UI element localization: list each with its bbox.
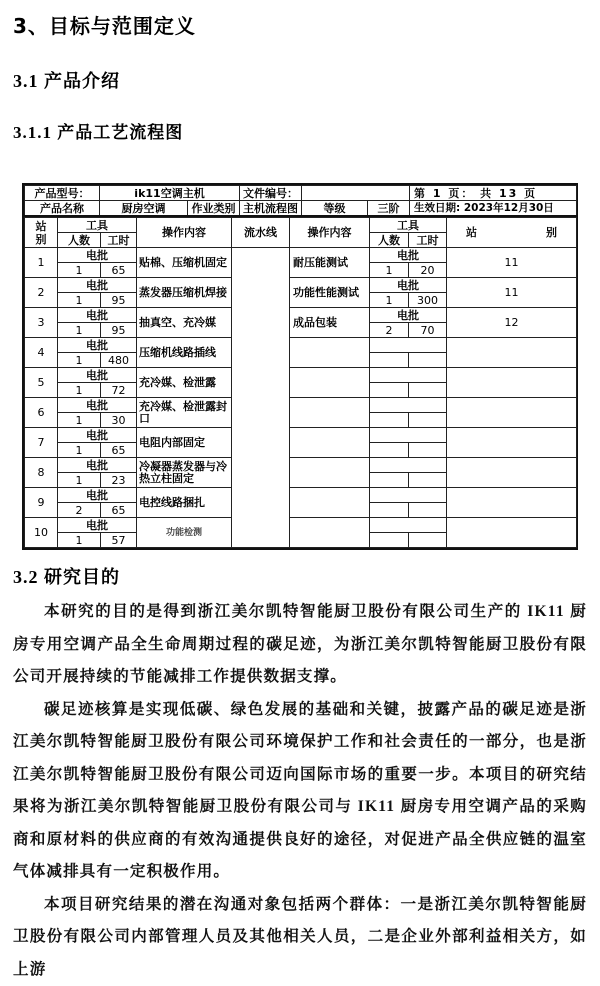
people-right-cell xyxy=(370,533,409,548)
station-cell: 10 xyxy=(25,518,58,548)
paragraph-significance: 碳足迹核算是实现低碳、绿色发展的基础和关键，披露产品的碳足迹是浙江美尔凯特智能厨卫股份有限公司环境保护工作和社会责任的一部分，也是浙江美尔凯特智能厨卫股份有限公司迈向国际市场的重要一步。本项目的研究结果将为浙江美尔凯特智能厨卫股份有限公司与 IK11 厨房专用空调产品的采购商和原材料的供应商的有效沟通提供良好的途径，对促进产品全供应链的温室气体减排具有一定积极作用。 xyxy=(13,694,587,889)
station-cell: 1 xyxy=(25,248,58,278)
table-row xyxy=(25,248,577,263)
people-cell: 1 xyxy=(58,443,101,458)
operation-cell: 功能检测 xyxy=(137,518,232,548)
station-cell: 8 xyxy=(25,458,58,488)
people-cell: 1 xyxy=(58,383,101,398)
people-cell: 1 xyxy=(58,473,101,488)
tool-cell: 电批 xyxy=(58,338,137,353)
tool-cell: 电批 xyxy=(58,278,137,293)
hours-right-cell xyxy=(409,353,447,368)
hours-right-cell: 70 xyxy=(409,323,447,338)
hours-cell: 57 xyxy=(101,533,137,548)
tool-cell: 电批 xyxy=(58,458,137,473)
effective-date: 生效日期: 2023年12月30日 xyxy=(410,201,577,217)
col-station-right: 站 别 xyxy=(447,218,577,248)
station-right-cell xyxy=(447,368,577,398)
hours-right-cell: 20 xyxy=(409,263,447,278)
people-right-cell xyxy=(370,383,409,398)
operation-right-cell xyxy=(290,428,370,458)
people-right-cell xyxy=(370,413,409,428)
job-type-label: 作业类别 xyxy=(188,201,240,217)
operation-right-cell: 成品包装 xyxy=(290,308,370,338)
subsection-heading-research-purpose: 3.2 研究目的 xyxy=(13,566,587,588)
page-info: 第 1 页： 共 13 页 xyxy=(410,186,577,201)
people-cell: 1 xyxy=(58,533,101,548)
station-right-cell xyxy=(447,458,577,488)
station-right-cell: 11 xyxy=(447,278,577,308)
job-type-value: 主机流程图 xyxy=(240,201,302,217)
subsection-heading-product-intro: 3.1 产品介绍 xyxy=(13,70,587,92)
station-cell: 3 xyxy=(25,308,58,338)
process-table xyxy=(24,217,577,548)
hours-cell: 95 xyxy=(101,293,137,308)
tool-right-cell xyxy=(370,398,447,413)
hours-cell: 95 xyxy=(101,323,137,338)
operation-cell: 贴棉、压缩机固定 xyxy=(137,248,232,278)
station-cell: 4 xyxy=(25,338,58,368)
station-cell: 5 xyxy=(25,368,58,398)
people-cell: 1 xyxy=(58,263,101,278)
operation-cell: 电阻内部固定 xyxy=(137,428,232,458)
section-heading: 3、目标与范围定义 xyxy=(13,14,587,38)
body-text xyxy=(13,596,587,986)
hours-cell: 23 xyxy=(101,473,137,488)
people-cell: 2 xyxy=(58,503,101,518)
hours-cell: 72 xyxy=(101,383,137,398)
tool-right-cell xyxy=(370,458,447,473)
operation-right-cell: 耐压能测试 xyxy=(290,248,370,278)
product-model-label: 产品型号： xyxy=(25,186,100,201)
station-cell: 7 xyxy=(25,428,58,458)
table-row xyxy=(25,368,577,383)
tool-right-cell xyxy=(370,428,447,443)
line-cell xyxy=(232,248,290,548)
people-right-cell xyxy=(370,353,409,368)
col-tool-right: 工具 xyxy=(370,218,447,233)
hours-right-cell xyxy=(409,503,447,518)
tool-right-cell: 电批 xyxy=(370,278,447,293)
tool-right-cell: 电批 xyxy=(370,248,447,263)
operation-right-cell xyxy=(290,518,370,548)
station-right-cell xyxy=(447,428,577,458)
station-cell: 6 xyxy=(25,398,58,428)
process-flow-table xyxy=(22,183,578,550)
operation-cell: 充冷媒、检泄露 xyxy=(137,368,232,398)
hours-cell: 65 xyxy=(101,443,137,458)
col-tool-left: 工具 xyxy=(58,218,137,233)
hours-cell: 480 xyxy=(101,353,137,368)
process-table-header xyxy=(25,218,577,248)
operation-right-cell: 功能性能测试 xyxy=(290,278,370,308)
station-right-cell xyxy=(447,398,577,428)
operation-cell: 充冷媒、检泄露封口 xyxy=(137,398,232,428)
operation-right-cell xyxy=(290,368,370,398)
hours-right-cell xyxy=(409,413,447,428)
people-cell: 1 xyxy=(58,413,101,428)
station-right-cell: 11 xyxy=(447,248,577,278)
operation-cell: 蒸发器压缩机焊接 xyxy=(137,278,232,308)
doc-number-label: 文件编号： xyxy=(240,186,302,201)
hours-right-cell xyxy=(409,383,447,398)
station-right-cell xyxy=(447,338,577,368)
paragraph-purpose: 本研究的目的是得到浙江美尔凯特智能厨卫股份有限公司生产的 IK11 厨房专用空调产品全生命周期过程的碳足迹，为浙江美尔凯特智能厨卫股份有限公司开展持续的节能减排工作提供数据支撑。 xyxy=(13,596,587,694)
col-operation-right: 操作内容 xyxy=(290,218,370,248)
operation-cell: 电控线路捆扎 xyxy=(137,488,232,518)
hours-right-cell xyxy=(409,473,447,488)
col-hours-left: 工时 xyxy=(101,233,137,248)
station-cell: 2 xyxy=(25,278,58,308)
hours-cell: 30 xyxy=(101,413,137,428)
tool-right-cell xyxy=(370,368,447,383)
info-row-1 xyxy=(25,186,577,201)
operation-cell: 压缩机线路插线 xyxy=(137,338,232,368)
people-cell: 1 xyxy=(58,293,101,308)
table-row xyxy=(25,398,577,413)
station-cell: 9 xyxy=(25,488,58,518)
tool-right-cell xyxy=(370,488,447,503)
table-row xyxy=(25,308,577,323)
hours-right-cell xyxy=(409,533,447,548)
col-line: 流水线 xyxy=(232,218,290,248)
operation-right-cell xyxy=(290,338,370,368)
tool-right-cell: 电批 xyxy=(370,308,447,323)
operation-cell: 冷凝器蒸发器与冷热立柱固定 xyxy=(137,458,232,488)
people-right-cell xyxy=(370,473,409,488)
level-value: 三阶 xyxy=(368,201,410,217)
col-hours-right: 工时 xyxy=(409,233,447,248)
station-right-cell xyxy=(447,518,577,548)
people-right-cell: 1 xyxy=(370,293,409,308)
table-row xyxy=(25,338,577,353)
table-row xyxy=(25,518,577,533)
people-right-cell: 1 xyxy=(370,263,409,278)
tool-cell: 电批 xyxy=(58,428,137,443)
process-table-body xyxy=(25,248,577,548)
table-row xyxy=(25,488,577,503)
col-operation-left: 操作内容 xyxy=(137,218,232,248)
col-people-right: 人数 xyxy=(370,233,409,248)
tool-cell: 电批 xyxy=(58,308,137,323)
subsubsection-heading-process-flow: 3.1.1 产品工艺流程图 xyxy=(13,122,587,144)
tool-cell: 电批 xyxy=(58,248,137,263)
operation-right-cell xyxy=(290,398,370,428)
table-info-header xyxy=(24,185,577,217)
people-cell: 1 xyxy=(58,353,101,368)
col-station-left: 站 别 xyxy=(25,218,58,248)
tool-right-cell xyxy=(370,338,447,353)
people-right-cell xyxy=(370,503,409,518)
hours-cell: 65 xyxy=(101,503,137,518)
product-model-value: ik11空调主机 xyxy=(100,186,240,201)
paragraph-audience: 本项目研究结果的潜在沟通对象包括两个群体：一是浙江美尔凯特智能厨卫股份有限公司内部管理人员及其他相关人员，二是企业外部利益相关方，如上游 xyxy=(13,889,587,986)
info-row-2 xyxy=(25,201,577,217)
people-right-cell xyxy=(370,443,409,458)
operation-right-cell xyxy=(290,488,370,518)
operation-right-cell xyxy=(290,458,370,488)
people-right-cell: 2 xyxy=(370,323,409,338)
hours-right-cell: 300 xyxy=(409,293,447,308)
product-name-value: 厨房空调 xyxy=(100,201,188,217)
tool-cell: 电批 xyxy=(58,518,137,533)
station-right-cell xyxy=(447,488,577,518)
table-row xyxy=(25,278,577,293)
tool-cell: 电批 xyxy=(58,488,137,503)
level-label: 等级 xyxy=(302,201,368,217)
table-row xyxy=(25,458,577,473)
tool-cell: 电批 xyxy=(58,398,137,413)
doc-number-value xyxy=(302,186,410,201)
product-name-label: 产品名称 xyxy=(25,201,100,217)
people-cell: 1 xyxy=(58,323,101,338)
station-right-cell: 12 xyxy=(447,308,577,338)
table-row xyxy=(25,428,577,443)
operation-cell: 抽真空、充冷媒 xyxy=(137,308,232,338)
tool-cell: 电批 xyxy=(58,368,137,383)
hours-right-cell xyxy=(409,443,447,458)
hours-cell: 65 xyxy=(101,263,137,278)
tool-right-cell xyxy=(370,518,447,533)
col-people-left: 人数 xyxy=(58,233,101,248)
